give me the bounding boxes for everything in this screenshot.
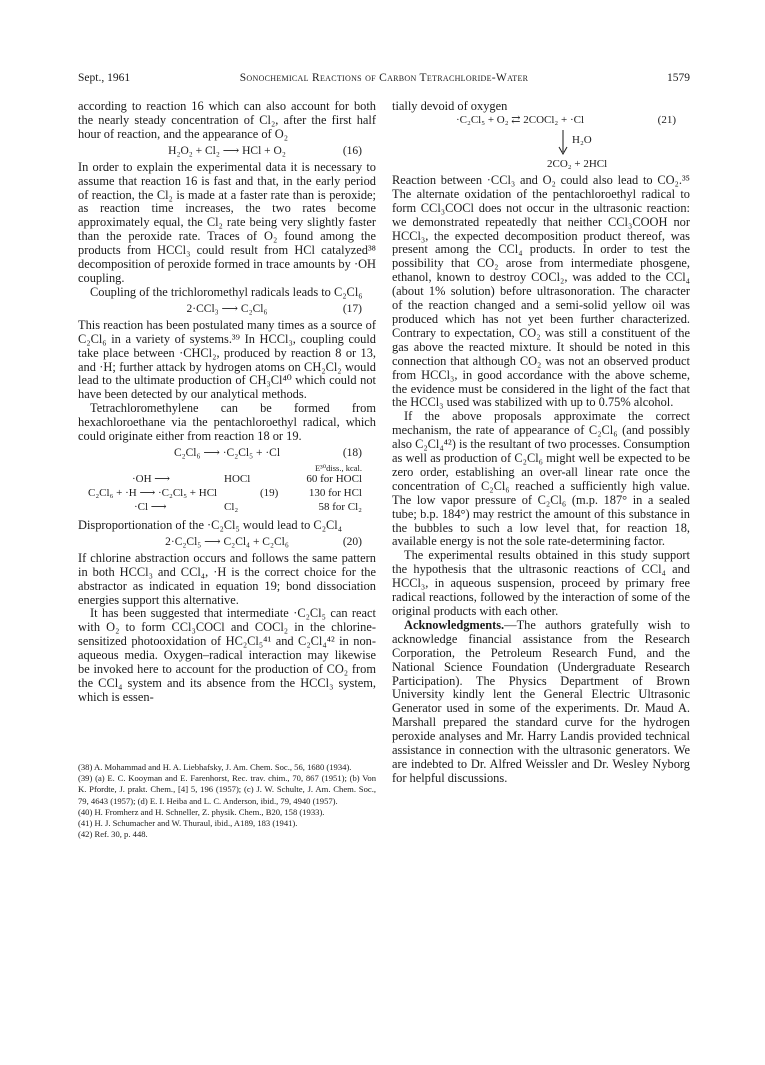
- paragraph: Coupling of the trichloromethyl radicals leads to C₂Cl₆: [90, 284, 363, 299]
- paragraph: If chlorine abstraction occurs and follows the same pattern in both HCCl₃ and CCl₄, ·H is the correct choice for the abstractor as indicated in equation 19; bond dissociation energies support this alternative.: [78, 550, 376, 607]
- paragraph: In order to explain the experimental data it is necessary to assume that reaction 16 is fast and that, in the early period of reaction, the Cl₂ is made at a faster rate than is peroxide; as reaction time increases, the two rates become approximately equal, the Cl₂ rate being very slightly faster than the peroxide rate. Traces of O₂ found among the products from HCCl₃ could result from HCl catalyzed³⁸ decomposition of peroxide formed in trace amounts by ·OH coupling.: [78, 159, 376, 285]
- equation-text: C₂Cl₆ ⟶ ·C₂Cl₅ + ·Cl: [173, 446, 281, 459]
- paragraph: according to reaction 16 which can also account for both the nearly steady concentration of Cl₂, after the first half hour of reaction, and the appearance of O₂: [78, 99, 376, 141]
- equation-17: [78, 301, 376, 318]
- acknowledgments-body: —The authors gratefully wish to acknowledge financial assistance from the Research Corporation, the Petroleum Research Fund, and the National Science Foundation (Undergraduate Research Participation). The Physics Department of Brown University kindly lent the General Electric Ultrasonic Generator used in some of the experiments. Dr. Maud A. Marshall prepared the standard curve for the hydrogen peroxide analyses and Mr. Harry Landis provided technical assistance in connection with the ultrasonic generators. We are indebted to Dr. Alfred Weissler and Dr. Wesley Nyborg for helpful discussions.: [392, 617, 690, 785]
- product-cl2: Cl₂: [224, 500, 239, 513]
- footnotes: [78, 762, 376, 840]
- footnote: (39) (a) E. C. Kooyman and E. Farenhorst, Rec. trav. chim., 70, 867 (1951); (b) Von K. Pfordte, J. prakt. Chem., [4] 5, 196 (1957); (c) J. W. Schulte, J. Am. Chem. Soc., 79, 4643 (1957); (d) E. I. Heiba and L. C. Anderson, ibid., 79, 4940 (1957).: [78, 773, 376, 806]
- product-hocl: HOCl: [224, 472, 251, 485]
- equation-text: 2·C₂Cl₅ ⟶ C₂Cl₄ + C₂Cl₆: [165, 535, 289, 548]
- equation-19: [78, 473, 376, 517]
- equation-21: [392, 114, 690, 174]
- right-column: [392, 100, 690, 786]
- equation-text: H₂O₂ + Cl₂ ⟶ HCl + O₂: [168, 144, 286, 157]
- equation-number: (16): [342, 144, 362, 157]
- footnote: (42) Ref. 30, p. 448.: [78, 829, 148, 840]
- left-column: [78, 100, 376, 705]
- paragraph: It has been suggested that intermediate ·C₂Cl₅ can react with O₂ to form CCl₃COCl and COCl₂ in the chlorine-sensitized photooxidation of HC₂Cl₅⁴¹ and C₂Cl₄⁴² in non-aqueous media. Oxygen–radical interaction may likewise be invoked here to account for the production of CO₂ from the CCl₄ system and its absence from the HCCl₃ system, which is essen-: [78, 606, 376, 704]
- reactant-h: C₂Cl₆ + ·H ⟶ ·C₂Cl₅ + HCl: [88, 486, 218, 499]
- paragraph: If the above proposals approximate the correct mechanism, the rate of appearance of C₂Cl₆ (and possibly also C₂Cl₄⁴²) is the resultant of two processes. Consumption as well as production of C₂Cl₆ might well be expected to be zero order, establishing an over-all linear rate once the concentration of C₂Cl₆ reached a sufficiently high value. The low vapor pressure of C₂Cl₆ (m.p. 187° in a sealed tube; b.p. 184°) may restrict the amount of this substance in the bubbles to such a low level that, for reaction 18, available energy is not the sole rate-determining factor.: [392, 409, 690, 549]
- running-header: [78, 70, 690, 86]
- energy-hcl: 130 for HCl: [308, 486, 362, 499]
- equation-number: (20): [342, 535, 362, 548]
- equation-text: ·C₂Cl₅ + O₂ ⇄ 2COCl₂ + ·Cl: [456, 113, 585, 126]
- paragraph: The experimental results obtained in this study support the hypothesis that the ultrasonic reactions of CCl₄ and HCCl₃, in aqueous suspension, proceed by primary free radical reactions, followed by the interaction of some of the original products with each other.: [392, 548, 690, 618]
- down-arrow-icon: [558, 130, 568, 156]
- paragraph: Tetrachloromethylene can be formed from hexachloroethane via the pentachloroethyl radical, which could originate either from reaction 18 or 19.: [78, 401, 376, 444]
- equation-number: (21): [657, 113, 676, 126]
- footnote: (38) A. Mohammad and H. A. Liebhafsky, J. Am. Chem. Soc., 56, 1680 (1934).: [78, 762, 352, 772]
- issue-date: Sept., 1961: [78, 72, 131, 84]
- equation-number: (19): [260, 486, 279, 499]
- reactant-oh: ·OH ⟶: [132, 472, 171, 485]
- equation-20: [78, 534, 376, 551]
- footnote: (41) H. J. Schumacher and W. Thuraul, ibid., A189, 183 (1941).: [78, 818, 298, 829]
- hydrolysis-product: 2CO₂ + 2HCl: [547, 157, 608, 170]
- acknowledgments-heading: Acknowledgments.: [404, 617, 505, 632]
- paragraph: tially devoid of oxygen: [392, 99, 508, 113]
- equation-number: (18): [342, 446, 362, 459]
- energy-column-header: E³⁰diss., kcal.: [314, 462, 362, 473]
- equation-18: [78, 445, 376, 462]
- energy-cl2: 58 for Cl₂: [318, 500, 362, 513]
- energy-hocl: 60 for HOCl: [306, 472, 362, 485]
- equation-number: (17): [342, 302, 362, 315]
- paragraph: Disproportionation of the ·C₂Cl₅ would lead to C₂Cl₄: [78, 517, 343, 532]
- paragraph: This reaction has been postulated many times as a source of C₂Cl₆ in a variety of systems.³⁹ In HCCl₃, coupling could take place between ·CHCl₂, produced by reaction 8 or 13, and ·H; further attack by hydrogen atoms on CH₂Cl₂ would lead to the ultimate production of CH₃Cl⁴⁰ which could not have been detected by our analytical methods.: [78, 317, 376, 402]
- acknowledgments: [392, 619, 690, 786]
- equation-text: 2·CCl₃ ⟶ C₂Cl₆: [186, 302, 268, 315]
- footnote: (40) H. Fromherz and H. Schneller, Z. physik. Chem., B20, 158 (1933).: [78, 806, 325, 817]
- reactant-cl: ·Cl ⟶: [134, 500, 167, 513]
- reagent-water: H₂O: [572, 133, 592, 146]
- page-number: 1579: [667, 72, 690, 84]
- equation-16: [78, 143, 376, 160]
- running-title: Sonochemical Reactions of Carbon Tetrachloride-Water: [239, 72, 529, 84]
- paragraph: Reaction between ·CCl₃ and O₂ could also lead to CO₂.³⁵ The alternate oxidation of the pentachloroethyl radical to form CCl₃COCl does not occur in the ultrasonic reaction: we demonstrated repeatedly that neither CCl₃COOH nor HCCl₃, the expected decomposition product thereof, was present among the CCl₄ products. In order to test the possibility that CO₂ arose from intermediate phosgene, ethanol, known to destroy COCl₂, was added to the CCl₄ (about 1% solution) before ultrasonoration. The character of the reaction changed and a semi-solid yellow oil was produced which has not yet been further characterized. Contrary to expectation, CO₂ was still a constituent of the gas above the reacted mixture. It should be noted in this connection that although CO₂ was not an observed product from HCCl₃, in good accordance with the above scheme, the evidence must be considered in the light of the fact that the HCCl₃ used was stabilized with up to 0.75% alcohol.: [392, 172, 690, 410]
